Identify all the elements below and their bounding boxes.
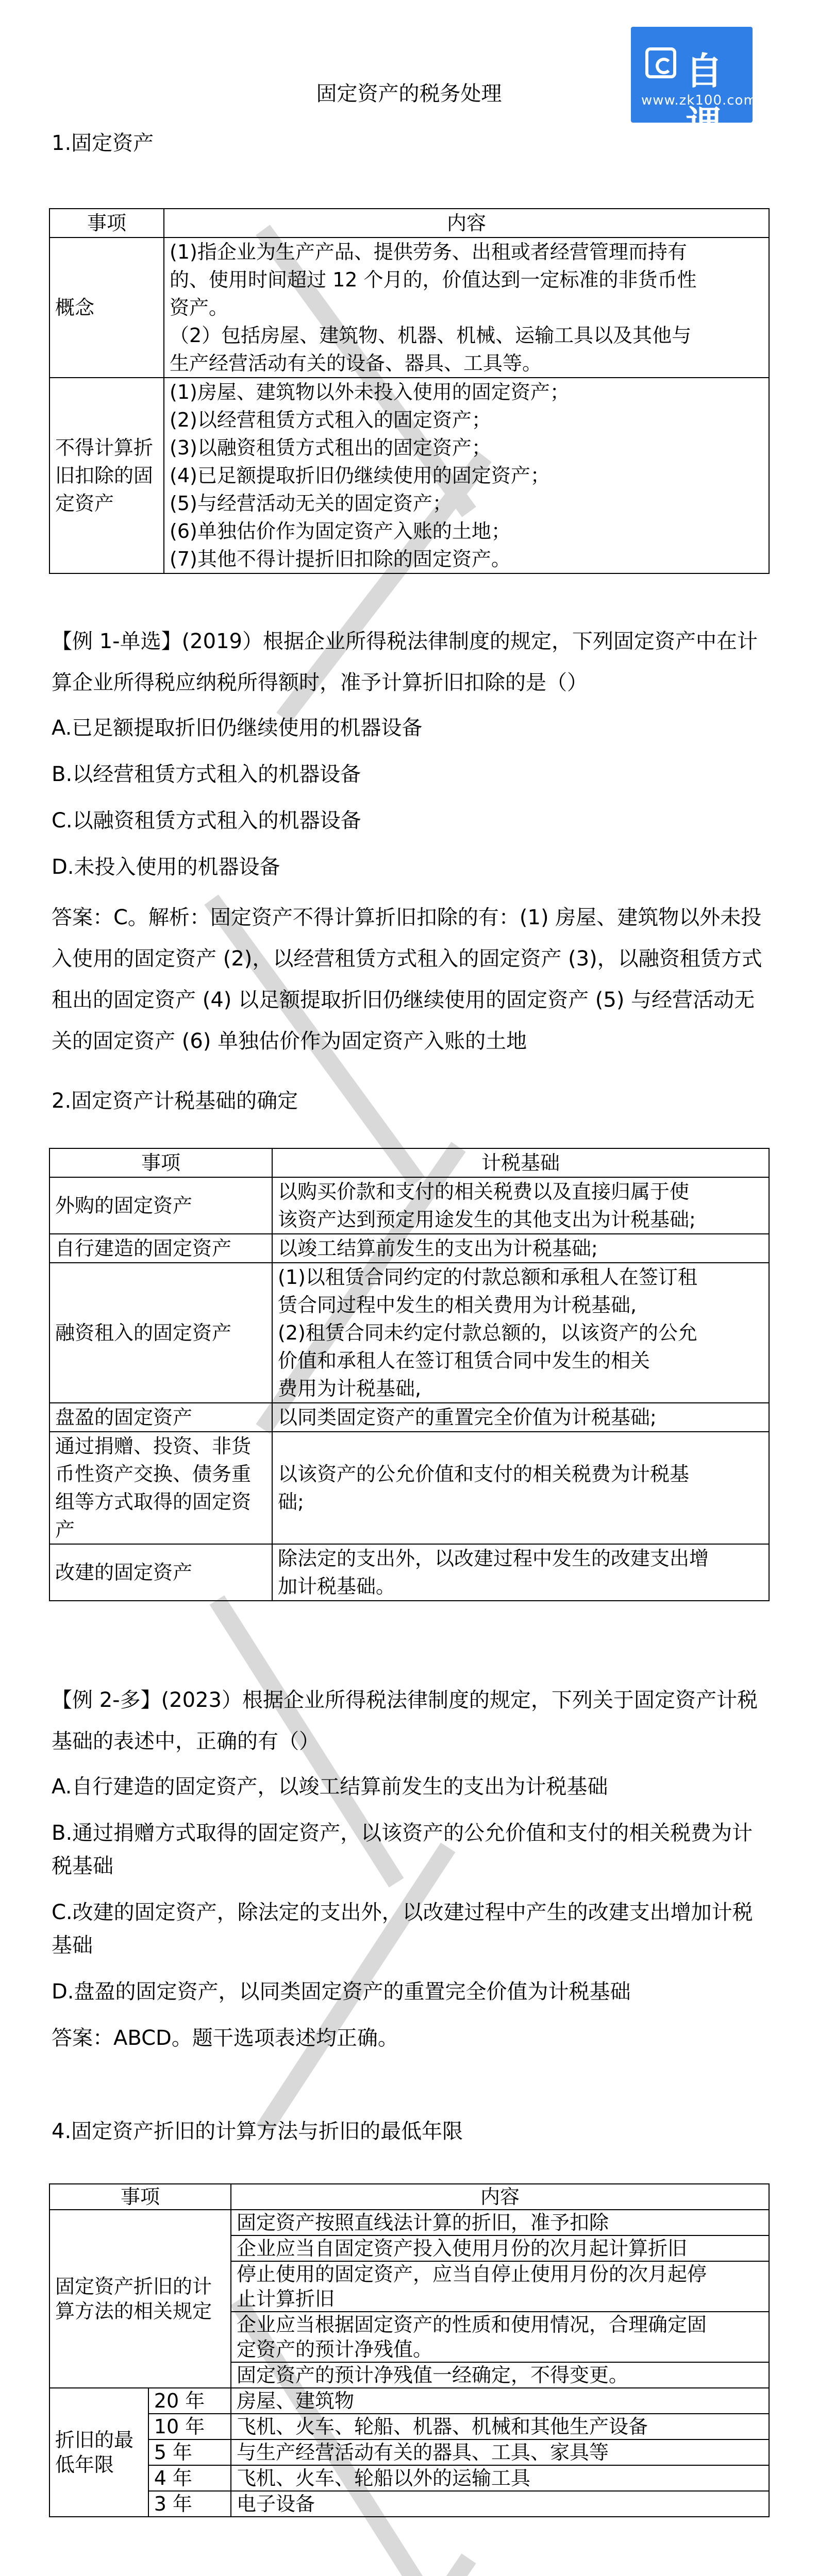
option-c: C.以融资租赁方式租入的机器设备	[52, 809, 361, 833]
table-row	[49, 1544, 769, 1601]
years-value: 4 年	[148, 2465, 231, 2491]
section-heading-4: 4.固定资产折旧的计算方法与折旧的最低年限	[52, 2120, 463, 2143]
content-line: 企业应当根据固定资产的性质和使用情况，合理确定固	[237, 2313, 707, 2336]
content-line: 费用为计税基础,	[278, 1377, 422, 1400]
example-answer: 答案：ABCD。题干选项表述均正确。	[52, 2026, 398, 2050]
header-item: 事项	[49, 1148, 272, 1177]
row-item: 概念	[49, 238, 164, 378]
content-line: 止计算折旧	[237, 2287, 335, 2310]
row-content	[272, 1234, 769, 1263]
content-line: 停止使用的固定资产，应当自停止使用月份的次月起停	[237, 2263, 707, 2285]
years-label: 折旧的最低年限	[49, 2388, 148, 2517]
method-content: 固定资产的预计净残值一经确定，不得变更。	[231, 2362, 769, 2388]
table-row	[49, 2414, 769, 2439]
content-line: (7)其他不得计提折旧扣除的固定资产。	[170, 548, 511, 570]
option-d: D.盘盈的固定资产，以同类固定资产的重置完全价值为计税基础	[52, 1980, 631, 2004]
years-content: 电子设备	[231, 2491, 769, 2517]
example-answer: 答案：C。解析：固定资产不得计算折旧扣除的有：(1) 房屋、建筑物以外未投入使用的固定资产 (2)，以经营租赁方式租入的固定资产 (3)，以融资租赁方式租出的固定资产 (4) 以足额提取折旧仍继续使用的固定资产 (5) 与经营活动无关的固定资产 (6) 单独估价作为固定资产入账的土地	[52, 906, 762, 1053]
content-line: 加计税基础。	[278, 1575, 396, 1598]
option-c: C.改建的固定资产，除法定的支出外，以改建过程中产生的改建支出增加计税基础	[52, 1901, 753, 1957]
depreciation-table	[49, 2183, 770, 2517]
content-line: (1)指企业为生产产品、提供劳务、出租或者经营管理而持有	[170, 241, 687, 263]
content-line: (4)已足额提取折旧仍继续使用的固定资产；	[170, 464, 550, 487]
content-line: (3)以融资租赁方式租出的固定资产；	[170, 436, 491, 459]
content-line: 价值和承租人在签订租赁合同中发生的相关	[278, 1349, 650, 1372]
method-content	[231, 2312, 769, 2362]
row-content	[272, 1177, 769, 1234]
example-3	[52, 2568, 773, 2576]
option-d: D.未投入使用的机器设备	[52, 855, 280, 879]
row-content	[272, 1263, 769, 1403]
table-row	[49, 1432, 769, 1544]
section-heading-2: 2.固定资产计税基础的确定	[52, 1089, 298, 1113]
example-stem	[52, 2568, 773, 2576]
table-header-row	[49, 209, 769, 238]
content-line: 定资产的预计净残值。	[237, 2338, 433, 2361]
content-line: 除法定的支出外，以改建过程中发生的改建支出增	[278, 1547, 709, 1570]
option-a: A.自行建造的固定资产，以竣工结算前发生的支出为计税基础	[52, 1775, 608, 1799]
years-value: 5 年	[148, 2439, 231, 2465]
logo	[631, 27, 757, 146]
header-item: 事项	[49, 209, 164, 238]
years-content: 房屋、建筑物	[231, 2388, 769, 2414]
method-content: 企业应当自固定资产投入使用月份的次月起计算折旧	[231, 2235, 769, 2261]
years-value: 3 年	[148, 2491, 231, 2517]
content-line: (6)单独估价作为固定资产入账的土地；	[170, 520, 511, 543]
content-line: (5)与经营活动无关的固定资产；	[170, 492, 452, 515]
method-label: 固定资产折旧的计算方法的相关规定	[49, 2210, 231, 2388]
example-stem: 【例 1-单选】(2019）根据企业所得税法律制度的规定，下列固定资产中在计算企业所得税应纳税所得额时，准予计算折旧扣除的是（）	[52, 630, 758, 694]
table-row	[49, 2439, 769, 2465]
content-line: (2)以经营租赁方式租入的固定资产；	[170, 409, 491, 431]
row-content	[164, 238, 769, 378]
content-line: (2)租赁合同未约定付款总额的，以该资产的公允	[278, 1321, 697, 1344]
years-value: 20 年	[148, 2388, 231, 2414]
option-b: B.以经营租赁方式租入的机器设备	[52, 762, 361, 786]
logo-brand: 自课	[686, 49, 724, 146]
content-line: 资产。	[170, 296, 229, 319]
table-row	[49, 2388, 769, 2414]
method-content	[231, 2261, 769, 2312]
example-stem: 【例 2-多】(2023）根据企业所得税法律制度的规定，下列关于固定资产计税基础的表述中，正确的有（）	[52, 1688, 758, 1753]
table-row	[49, 2465, 769, 2491]
row-item: 通过捐赠、投资、非货币性资产交换、债务重组等方式取得的固定资产	[49, 1432, 272, 1544]
content-line: （2）包括房屋、建筑物、机器、机械、运输工具以及其他与	[170, 324, 692, 347]
row-content	[272, 1432, 769, 1544]
table-row	[49, 2210, 769, 2235]
table-header-row	[49, 2184, 769, 2210]
option-b: B.通过捐赠方式取得的固定资产，以该资产的公允价值和支付的相关税费为计税基础	[52, 1821, 753, 1878]
fixed-asset-table	[49, 208, 770, 574]
example-1	[52, 621, 773, 1070]
years-content: 飞机、火车、轮船、机器、机械和其他生产设备	[231, 2414, 769, 2439]
table-row	[49, 2491, 769, 2517]
years-content: 飞机、火车、轮船以外的运输工具	[231, 2465, 769, 2491]
content-line: 赁合同过程中发生的相关费用为计税基础,	[278, 1294, 637, 1316]
row-item: 改建的固定资产	[49, 1544, 272, 1601]
row-content	[272, 1403, 769, 1432]
table-row	[49, 238, 769, 378]
logo-url: www.zk100.com	[641, 93, 757, 108]
table-row	[49, 378, 769, 573]
content-line: (1)房屋、建筑物以外未投入使用的固定资产；	[170, 381, 570, 403]
row-item: 外购的固定资产	[49, 1177, 272, 1234]
table-header-row	[49, 1148, 769, 1177]
content-line: 以竣工结算前发生的支出为计税基础;	[278, 1237, 598, 1260]
years-content: 与生产经营活动有关的器具、工具、家具等	[231, 2439, 769, 2465]
content-line: 的、使用时间超过 12 个月的，价值达到一定标准的非货币性	[170, 268, 697, 291]
header-content: 内容	[231, 2184, 769, 2210]
page-title: 固定资产的税务处理	[316, 82, 502, 106]
row-item: 不得计算折旧扣除的固定资产	[49, 378, 164, 573]
table-row	[49, 1234, 769, 1263]
table-row	[49, 1177, 769, 1234]
tax-basis-table	[49, 1148, 770, 1601]
method-content: 固定资产按照直线法计算的折旧，准予扣除	[231, 2210, 769, 2235]
content-line: 以购买价款和支付的相关税费以及直接归属于使	[278, 1180, 690, 1203]
table-row	[49, 1403, 769, 1432]
content-line: 以该资产的公允价值和支付的相关税费为计税基	[278, 1463, 690, 1485]
row-item: 盘盈的固定资产	[49, 1403, 272, 1432]
header-basis: 计税基础	[272, 1148, 769, 1177]
row-item: 融资租入的固定资产	[49, 1263, 272, 1403]
option-a: A.已足额提取折旧仍继续使用的机器设备	[52, 716, 423, 740]
content-line: 生产经营活动有关的设备、器具、工具等。	[170, 352, 542, 375]
header-item: 事项	[49, 2184, 231, 2210]
example-2	[52, 1680, 773, 2068]
years-value: 10 年	[148, 2414, 231, 2439]
content-line: 以同类固定资产的重置完全价值为计税基础;	[278, 1406, 657, 1429]
content-line: 该资产达到预定用途发生的其他支出为计税基础;	[278, 1208, 696, 1231]
row-content	[272, 1544, 769, 1601]
logo-mark-icon	[645, 47, 676, 78]
header-content: 内容	[164, 209, 769, 238]
content-line: (1)以租赁合同约定的付款总额和承租人在签订租	[278, 1266, 697, 1289]
row-item: 自行建造的固定资产	[49, 1234, 272, 1263]
row-content	[164, 378, 769, 573]
table-row	[49, 1263, 769, 1403]
content-line: 础;	[278, 1490, 304, 1513]
section-heading-1: 1.固定资产	[52, 131, 154, 155]
